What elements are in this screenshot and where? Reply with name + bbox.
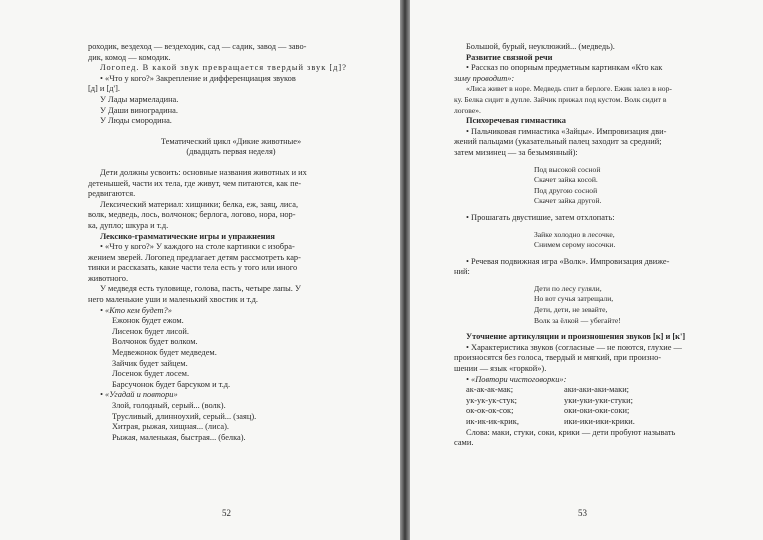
verse-line: Волк за ёлкой — убегайте! bbox=[534, 315, 621, 325]
text-line: зиму проводит»: bbox=[454, 73, 515, 83]
page-number: 53 bbox=[578, 508, 587, 518]
text-line: Логопед. В какой звук превращается твердый звук [д]? bbox=[100, 63, 347, 73]
game-title: • «Повтори чистоговорки»: bbox=[466, 374, 567, 384]
text-line: У медведя есть туловище, голова, пасть, четыре лапы. У bbox=[100, 284, 301, 294]
verse-line: Дети, дети, не зевайте, bbox=[534, 305, 608, 315]
text-line: • Характеристика звуков (согласные — не поются, глухие — bbox=[466, 342, 682, 352]
subsection-heading: Уточнение артикуляции и произношения звуков [к] и [к'] bbox=[466, 332, 686, 342]
verse-line: Лосенок будет лосем. bbox=[112, 369, 190, 379]
verse-line: Лисенок будет лисой. bbox=[112, 326, 190, 336]
text-line: Слова: маки, стуки, соки, крики — дети пробуют называть bbox=[466, 427, 676, 437]
verse-line: Но вот сучья затрещали, bbox=[534, 294, 614, 304]
text-line: Большой, бурый, неуклюжий... (медведь). bbox=[466, 42, 615, 51]
verse-line: Скачет зайка косой. bbox=[534, 175, 598, 185]
verse-line: Дети по лесу гуляли, bbox=[534, 283, 602, 293]
book-gutter bbox=[400, 0, 410, 540]
verse-line: Зайчик будет зайцем. bbox=[112, 358, 188, 368]
tongue-twister-row bbox=[454, 417, 730, 428]
verse-line: Медвежонок будет медведем. bbox=[112, 348, 217, 358]
text-line: жений пальцами (указательный палец заходит за средний; bbox=[454, 137, 662, 147]
game-title: • «Кто кем будет?» bbox=[100, 305, 172, 315]
text-line: Дети должны усвоить: основные названия животных и их bbox=[100, 167, 307, 177]
tongue-twister: ики-ики-ики-крики. bbox=[564, 417, 635, 426]
tongue-twister: аки-аки-аки-маки; bbox=[564, 385, 630, 395]
section-subtitle: (двадцать первая неделя) bbox=[186, 147, 276, 157]
tongue-twister-row bbox=[454, 385, 730, 396]
verse-line: Хитрая, рыжая, хищная... (лиса). bbox=[112, 422, 230, 432]
verse-line: Снимем серому носочки. bbox=[534, 240, 616, 250]
text-line: • «Что у кого?» У каждого на столе картинки с изобра- bbox=[100, 242, 295, 252]
text-line: шении — язык «горкой»). bbox=[454, 364, 547, 374]
verse-line: Трусливый, длинноухий, серый... (заяц). bbox=[112, 411, 257, 421]
text-line: • Прошагать двустишие, затем отхлопать: bbox=[466, 212, 615, 222]
text-line: роходик, вездеход — вездеходик, сад — садик, завод — заво- bbox=[88, 42, 307, 51]
text-line: жением зверей. Логопед предлагает детям рассмотреть кар- bbox=[88, 252, 301, 262]
subsection-heading: Развитие связной речи bbox=[466, 52, 553, 62]
section-title: Тематический цикл «Дикие животные» bbox=[160, 136, 302, 146]
text-line: логове». bbox=[454, 105, 481, 115]
text-line: «Лиса живет в норе. Медведь спит в берлоге. Ежик залез в нор- bbox=[466, 84, 672, 94]
text-line: животного. bbox=[88, 273, 129, 283]
verse-line: Ежонок будет ежом. bbox=[112, 316, 184, 326]
text-line: • «Что у кого?» Закрепление и дифференциация звуков bbox=[100, 73, 296, 83]
verse-line: Злой, голодный, серый... (волк). bbox=[112, 401, 226, 410]
verse-line: Рыжая, маленькая, быстрая... (белка). bbox=[112, 432, 246, 442]
subsection-heading: Лексико-грамматические игры и упражнения bbox=[100, 231, 275, 241]
text-line: У Люды смородина. bbox=[100, 116, 172, 126]
text-line: У Даши виноградина. bbox=[100, 105, 178, 115]
right-page bbox=[410, 0, 763, 540]
text-line: него маленькие уши и маленький хвостик и т.д. bbox=[88, 295, 259, 305]
text-line: тинки и рассказать, какие части тела есть у того или иного bbox=[88, 263, 298, 273]
text-line: детенышей, части их тела, где живут, чем питаются, как пе- bbox=[88, 178, 302, 188]
verse-line: Под другою сосной bbox=[534, 185, 598, 195]
tongue-twister: оки-оки-оки-соки; bbox=[564, 406, 630, 416]
subsection-heading: Психоречевая гимнастика bbox=[466, 116, 566, 126]
tongue-twister-row bbox=[454, 396, 730, 407]
game-title: • «Угадай и повтори» bbox=[100, 390, 178, 400]
verse-line: Волчонок будет волком. bbox=[112, 337, 198, 347]
tongue-twister: ок-ок-ок-сок; bbox=[466, 406, 514, 416]
text-line: • Речевая подвижная игра «Волк». Импровизация движе- bbox=[466, 256, 670, 266]
text-line: ка, дупло; шкура и т.д. bbox=[88, 220, 169, 230]
right-page-text bbox=[454, 42, 730, 449]
verse-line: Скачет зайка другой. bbox=[534, 196, 602, 206]
text-line: • Рассказ по опорным предметным картинкам «Кто как bbox=[466, 63, 663, 73]
text-line: У Лады мармеладина. bbox=[100, 94, 179, 104]
text-line: произносятся без голоса, твердый и мягкий, при произно- bbox=[454, 353, 662, 363]
text-line: Лексический материал: хищники; белка, еж, заяц, лиса, bbox=[100, 199, 299, 209]
page-number: 52 bbox=[222, 508, 231, 518]
tongue-twister: ак-ак-ак-мак; bbox=[466, 385, 514, 395]
left-page-text bbox=[88, 42, 374, 443]
text-line: сами. bbox=[454, 438, 474, 448]
tongue-twister: ик-ик-ик-крик, bbox=[466, 417, 519, 426]
text-line: редвигаются. bbox=[88, 189, 136, 199]
tongue-twister-row bbox=[454, 406, 730, 417]
text-line: ку. Белка сидит в дупле. Зайчик прижал под кустом. Волк сидит в bbox=[454, 94, 667, 104]
verse-line: Под высокой сосной bbox=[534, 164, 601, 174]
text-line: затем мизинец — за безымянный): bbox=[454, 147, 578, 157]
text-line: волк, медведь, лось, волчонок; берлога, логово, нора, нор- bbox=[88, 210, 296, 220]
text-line: • Пальчиковая гимнастика «Зайцы». Импровизация дви- bbox=[466, 126, 667, 136]
text-line: ний: bbox=[454, 267, 470, 277]
text-line: дик, комод — комодик. bbox=[88, 52, 171, 62]
text-line: [д] и [д']. bbox=[88, 84, 120, 94]
tongue-twister: уки-уки-уки-стуки; bbox=[564, 395, 633, 405]
tongue-twister: ук-ук-ук-стук; bbox=[466, 395, 517, 405]
verse-line: Барсучонок будет барсуком и т.д. bbox=[112, 379, 231, 389]
verse-line: Зайке холодно в лесочке, bbox=[534, 229, 615, 239]
